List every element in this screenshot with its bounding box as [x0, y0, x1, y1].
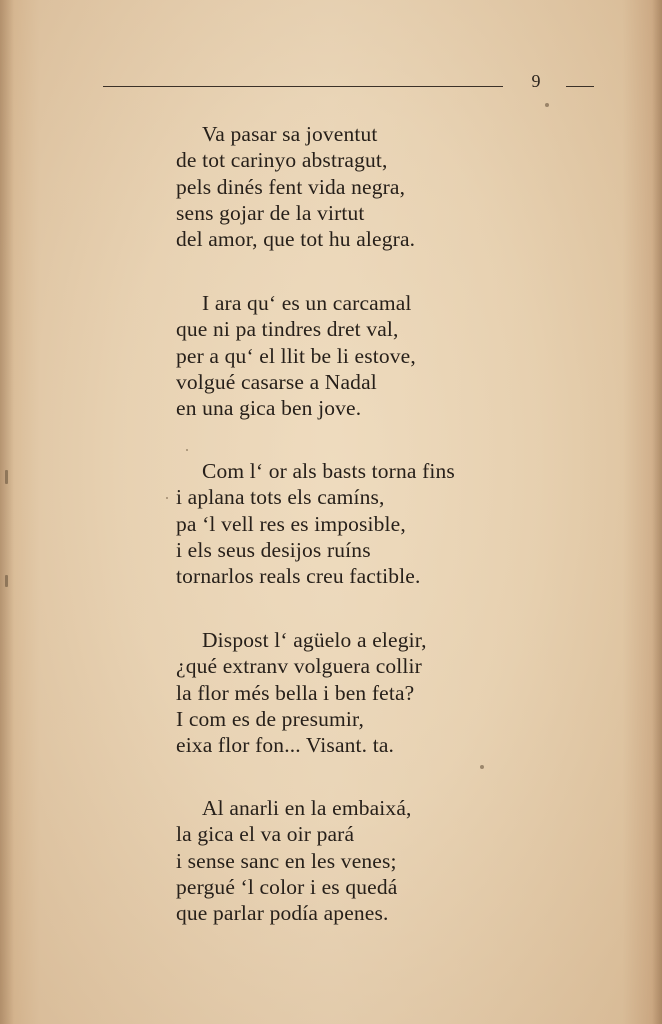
verse-line: la gica el va oir pará — [176, 822, 355, 847]
verse-line: ¿qué extranv volguera collir — [176, 654, 422, 679]
verse-line: en una gica ben jove. — [176, 396, 362, 421]
stanza-2 — [176, 290, 516, 421]
verse-line: pa ‘l vell res es imposible, — [176, 511, 406, 536]
verse-line: de tot carinyo abstragut, — [176, 148, 388, 173]
verse-line: tornarlos reals creu factible. — [176, 564, 421, 589]
verse-line: per a qu‘ el llit be li estove, — [176, 343, 416, 368]
verse-line: Com l‘ or als basts torna fins — [202, 459, 455, 483]
verse-line: que parlar podía apenes. — [176, 901, 389, 926]
verse-line: Va pasar sa joventut — [202, 122, 378, 146]
stanza-5 — [176, 795, 516, 926]
verse-line: I ara qu‘ es un carcamal — [202, 291, 412, 315]
stanza-3 — [176, 458, 516, 589]
verse-line: pergué ‘l color i es quedá — [176, 874, 398, 899]
verse-line: I com es de presumir, — [176, 706, 364, 731]
verse-line: i sense sanc en les venes; — [176, 848, 397, 873]
paper-speck — [545, 103, 549, 107]
stanza-1 — [176, 121, 516, 252]
verse-line: del amor, que tot hu alegra. — [176, 227, 416, 252]
verse-line: Al anarli en la embaixá, — [202, 796, 412, 820]
verse-line: i els seus desijos ruíns — [176, 537, 371, 562]
verse-line: que ni pa tindres dret val, — [176, 317, 399, 342]
verse-line: eixa flor fon... Visant. ta. — [176, 733, 395, 758]
paper-speck — [480, 765, 484, 769]
verse-line: i aplana tots els camíns, — [176, 485, 385, 510]
page-number: 9 — [531, 71, 541, 91]
paper-speck — [186, 449, 188, 451]
stanza-4 — [176, 627, 516, 758]
verse-line: la flor més bella i ben feta? — [176, 680, 415, 705]
verse-line: Dispost l‘ agüelo a elegir, — [202, 628, 427, 652]
verse-line: sens gojar de la virtut — [176, 200, 365, 225]
header-rule-right — [566, 86, 594, 87]
paper-speck — [166, 497, 168, 499]
header-rule-left — [103, 86, 503, 87]
verse-line: volgué casarse a Nadal — [176, 369, 377, 394]
paper-speck — [5, 575, 8, 587]
paper-speck — [5, 470, 8, 484]
verse-line: pels dinés fent vida negra, — [176, 174, 406, 199]
